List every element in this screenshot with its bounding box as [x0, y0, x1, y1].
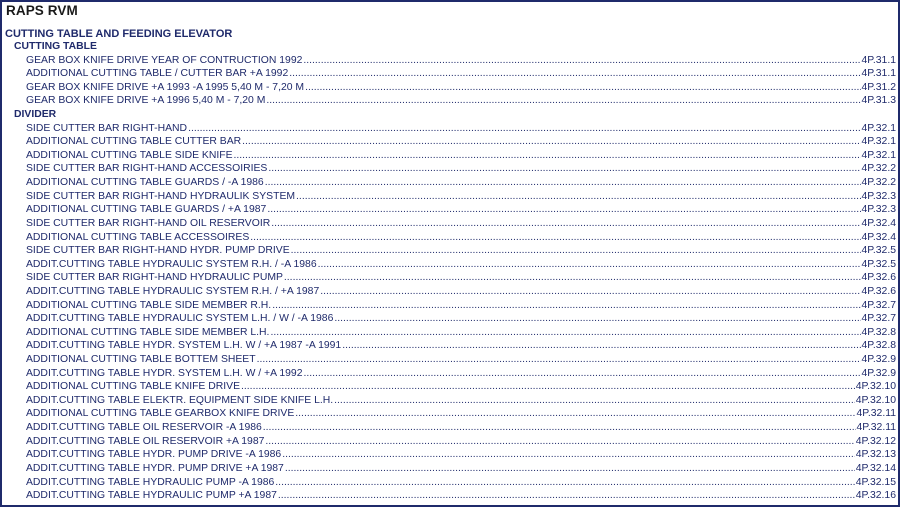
- dot-leader: [284, 271, 861, 285]
- toc-entry[interactable]: [2, 489, 898, 503]
- entry-page-code: 4P.31.1: [861, 54, 896, 66]
- dot-leader: [266, 94, 860, 108]
- dot-leader: [342, 339, 860, 353]
- dot-leader: [295, 407, 855, 421]
- section-title: CUTTING TABLE AND FEEDING ELEVATOR: [5, 28, 233, 40]
- table-of-contents: [2, 40, 898, 503]
- entry-title: GEAR BOX KNIFE DRIVE +A 1993 -A 1995 5,40 M - 7,20 M: [26, 81, 305, 93]
- entry-page-code: 4P.32.1: [861, 136, 896, 148]
- dot-leader: [242, 135, 860, 149]
- dot-leader: [265, 435, 854, 449]
- entry-title: ADDITIONAL CUTTING TABLE ACCESSOIRES: [26, 231, 250, 243]
- dot-leader: [265, 176, 861, 190]
- entry-title: ADDITIONAL CUTTING TABLE SIDE KNIFE: [26, 149, 233, 161]
- dot-leader: [271, 217, 860, 231]
- dot-leader: [257, 353, 861, 367]
- entry-page-code: 4P.32.4: [861, 231, 896, 243]
- toc-entry[interactable]: [2, 190, 898, 204]
- entry-title: ADDITIONAL CUTTING TABLE GUARDS / +A 1987: [26, 204, 267, 216]
- dot-leader: [268, 162, 860, 176]
- toc-entry[interactable]: [2, 67, 898, 81]
- dot-leader: [275, 476, 854, 490]
- entry-page-code: 4P.32.2: [861, 177, 896, 189]
- entry-title: ADDIT.CUTTING TABLE ELEKTR. EQUIPMENT SIDE KNIFE L.H.: [26, 394, 334, 406]
- entry-title: ADDITIONAL CUTTING TABLE / CUTTER BAR +A 1992: [26, 68, 289, 80]
- entry-page-code: 4P.32.7: [861, 299, 896, 311]
- toc-entry[interactable]: [2, 81, 898, 95]
- entry-page-code: 4P.32.1: [861, 149, 896, 161]
- dot-leader: [278, 489, 855, 503]
- entry-title: ADDIT.CUTTING TABLE HYDRAULIC SYSTEM R.H. / -A 1986: [26, 258, 317, 270]
- dot-leader: [334, 394, 855, 408]
- entry-title: SIDE CUTTER BAR RIGHT-HAND HYDRAULIK SYSTEM: [26, 190, 296, 202]
- toc-entry[interactable]: [2, 149, 898, 163]
- toc-entry[interactable]: [2, 421, 898, 435]
- entry-page-code: 4P.32.11: [856, 408, 896, 420]
- entry-page-code: 4P.31.3: [861, 95, 896, 107]
- entry-page-code: 4P.32.9: [861, 367, 896, 379]
- toc-entry[interactable]: [2, 162, 898, 176]
- dot-leader: [234, 149, 861, 163]
- entry-page-code: 4P.32.15: [855, 476, 896, 488]
- entry-title: ADDITIONAL CUTTING TABLE SIDE MEMBER L.H.: [26, 326, 270, 338]
- entry-title: ADDITIONAL CUTTING TABLE BOTTEM SHEET: [26, 354, 256, 366]
- dot-leader: [291, 244, 861, 258]
- entry-title: SIDE CUTTER BAR RIGHT-HAND: [26, 122, 188, 134]
- toc-entry[interactable]: [2, 353, 898, 367]
- entry-title: ADDIT.CUTTING TABLE HYDR. SYSTEM L.H. W / +A 1987 -A 1991: [26, 340, 342, 352]
- entry-title: ADDITIONAL CUTTING TABLE KNIFE DRIVE: [26, 381, 241, 393]
- entry-page-code: 4P.32.8: [861, 326, 896, 338]
- entry-title: SIDE CUTTER BAR RIGHT-HAND ACCESSOIRIES: [26, 163, 268, 175]
- entry-page-code: 4P.32.3: [861, 204, 896, 216]
- entry-page-code: 4P.32.13: [855, 449, 896, 461]
- toc-entry[interactable]: [2, 462, 898, 476]
- entry-page-code: 4P.31.2: [861, 81, 896, 93]
- entry-page-code: 4P.31.1: [861, 68, 896, 80]
- toc-entry[interactable]: [2, 285, 898, 299]
- toc-entry[interactable]: [2, 54, 898, 68]
- dot-leader: [320, 285, 860, 299]
- toc-entry[interactable]: [2, 176, 898, 190]
- entry-page-code: 4P.32.12: [855, 435, 896, 447]
- toc-entry[interactable]: [2, 407, 898, 421]
- toc-entry[interactable]: [2, 135, 898, 149]
- entry-page-code: 4P.32.6: [861, 272, 896, 284]
- toc-entry[interactable]: [2, 435, 898, 449]
- toc-entry[interactable]: [2, 203, 898, 217]
- entry-page-code: 4P.32.9: [861, 354, 896, 366]
- toc-entry[interactable]: [2, 448, 898, 462]
- toc-entry[interactable]: [2, 339, 898, 353]
- toc-entry[interactable]: [2, 217, 898, 231]
- dot-leader: [318, 258, 861, 272]
- entry-title: ADDIT.CUTTING TABLE HYDRAULIC PUMP +A 1987: [26, 490, 277, 502]
- toc-entry[interactable]: [2, 394, 898, 408]
- entry-title: ADDITIONAL CUTTING TABLE SIDE MEMBER R.H.: [26, 299, 272, 311]
- entry-page-code: 4P.32.7: [861, 313, 896, 325]
- toc-entry[interactable]: [2, 271, 898, 285]
- entry-title: ADDITIONAL CUTTING TABLE GEARBOX KNIFE DRIVE: [26, 408, 295, 420]
- entry-page-code: 4P.32.3: [861, 190, 896, 202]
- entry-title: ADDIT.CUTTING TABLE HYDR. SYSTEM L.H. W / +A 1992: [26, 367, 303, 379]
- entry-title: ADDIT.CUTTING TABLE HYDR. PUMP DRIVE -A 1986: [26, 449, 282, 461]
- entry-page-code: 4P.32.5: [861, 245, 896, 257]
- toc-entry[interactable]: [2, 244, 898, 258]
- entry-title: ADDIT.CUTTING TABLE HYDR. PUMP DRIVE +A 1987: [26, 462, 284, 474]
- entry-page-code: 4P.32.14: [855, 462, 896, 474]
- entry-title: SIDE CUTTER BAR RIGHT-HAND OIL RESERVOIR: [26, 217, 271, 229]
- dot-leader: [289, 67, 860, 81]
- entry-page-code: 4P.32.8: [861, 340, 896, 352]
- entry-title: ADDIT.CUTTING TABLE OIL RESERVOIR +A 1987: [26, 435, 265, 447]
- entry-title: GEAR BOX KNIFE DRIVE YEAR OF CONTRUCTION 1992: [26, 54, 303, 66]
- entry-title: ADDITIONAL CUTTING TABLE CUTTER BAR: [26, 136, 242, 148]
- entry-page-code: 4P.32.2: [861, 163, 896, 175]
- entry-page-code: 4P.32.16: [855, 490, 896, 502]
- document-title: RAPS RVM: [6, 3, 78, 18]
- entry-title: ADDIT.CUTTING TABLE OIL RESERVOIR -A 1986: [26, 422, 262, 434]
- entry-page-code: 4P.32.4: [861, 217, 896, 229]
- toc-entry[interactable]: [2, 122, 898, 136]
- dot-leader: [188, 122, 860, 136]
- dot-leader: [267, 203, 860, 217]
- entry-title: ADDIT.CUTTING TABLE HYDRAULIC SYSTEM L.H. / W / -A 1986: [26, 313, 334, 325]
- toc-entry[interactable]: [2, 94, 898, 108]
- entry-page-code: 4P.32.1: [861, 122, 896, 134]
- dot-leader: [282, 448, 855, 462]
- toc-entry[interactable]: [2, 326, 898, 340]
- dot-leader: [303, 54, 860, 68]
- dot-leader: [305, 81, 860, 95]
- entry-title: GEAR BOX KNIFE DRIVE +A 1996 5,40 M - 7,20 M: [26, 95, 266, 107]
- toc-entry[interactable]: [2, 258, 898, 272]
- entry-title: SIDE CUTTER BAR RIGHT-HAND HYDR. PUMP DRIVE: [26, 245, 290, 257]
- dot-leader: [334, 312, 860, 326]
- toc-entry[interactable]: [2, 231, 898, 245]
- dot-leader: [285, 462, 855, 476]
- toc-entry[interactable]: [2, 367, 898, 381]
- entry-title: ADDITIONAL CUTTING TABLE GUARDS / -A 1986: [26, 177, 264, 189]
- dot-leader: [303, 367, 860, 381]
- dot-leader: [263, 421, 856, 435]
- dot-leader: [250, 231, 860, 245]
- entry-title: ADDIT.CUTTING TABLE HYDRAULIC PUMP -A 1986: [26, 476, 275, 488]
- entry-page-code: 4P.32.10: [855, 394, 896, 406]
- group-heading: DIVIDER: [14, 109, 57, 121]
- toc-entry[interactable]: [2, 476, 898, 490]
- toc-entry[interactable]: [2, 380, 898, 394]
- dot-leader: [241, 380, 855, 394]
- toc-entry[interactable]: [2, 299, 898, 313]
- entry-page-code: 4P.32.10: [855, 381, 896, 393]
- dot-leader: [272, 299, 860, 313]
- entry-page-code: 4P.32.11: [856, 422, 896, 434]
- dot-leader: [296, 190, 860, 204]
- dot-leader: [270, 326, 860, 340]
- entry-title: ADDIT.CUTTING TABLE HYDRAULIC SYSTEM R.H. / +A 1987: [26, 285, 320, 297]
- entry-page-code: 4P.32.6: [861, 285, 896, 297]
- entry-page-code: 4P.32.5: [861, 258, 896, 270]
- toc-entry[interactable]: [2, 312, 898, 326]
- group-heading: CUTTING TABLE: [14, 41, 97, 52]
- entry-title: SIDE CUTTER BAR RIGHT-HAND HYDRAULIC PUMP: [26, 272, 283, 284]
